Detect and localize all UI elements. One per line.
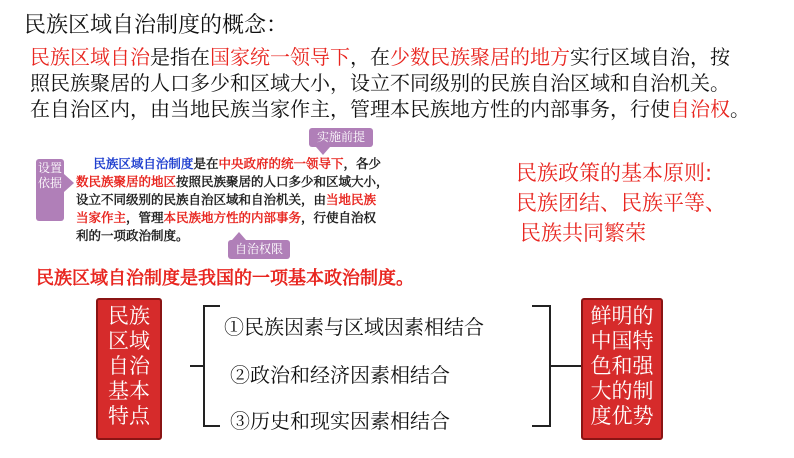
text: ，在 [350,45,390,69]
box-line: 中国特 [590,329,654,353]
text: 按照民族聚居的人口多少和区域大小， [176,174,389,189]
definition-line-1 [30,44,790,70]
advantage-box [581,298,663,440]
box-line: 民族 [108,304,150,328]
tag-authority: 自治权限 [228,240,290,259]
highlight-term: 少数民族聚居的地方 [390,45,570,69]
box-line: 鲜明的 [590,304,654,328]
tag-precondition-arrow [316,147,330,155]
text: 。 [730,97,750,121]
box-line-4 [76,209,470,227]
definition-line-2: 照民族聚居的人口多少和区域大小，设立不同级别的民族自治区域和自治机关。 [30,71,730,95]
box-line: 特点 [108,404,150,428]
policy-heading: 民族政策的基本原则: [516,161,713,185]
text: ，行使自治权 [301,210,377,225]
box-line: 基本 [108,379,150,403]
box-line: 自治 [108,354,150,378]
tag-basis-arrow [64,174,74,192]
text: 当家作主 [76,210,127,225]
text: 数民族聚居的地区 [76,174,177,189]
text: 设立不同级别的民族自治区域和自治机关，由 [76,192,327,207]
text: 本民族地方性的内部事务 [163,210,302,225]
highlight-term: 民族区域自治 [30,45,150,69]
features-label-box [96,298,162,440]
text: ，管理 [126,210,164,225]
text: 中央政府的统一领导下 [218,156,344,171]
text: 在自治区内，由当地民族当家作主，管理本民族地方性的内部事务，行使 [30,97,670,121]
box-line-5: 利的一项政治制度。 [76,228,189,243]
box-line-1 [76,155,470,173]
box-line-3 [76,191,470,209]
tag-precondition: 实施前提 [309,128,373,147]
policy-line: 民族团结、民族平等、 [516,191,726,215]
annotated-definition-box [76,155,470,245]
text: 当地民族 [326,192,377,207]
basic-system-statement: 民族区域自治制度是我国的一项基本政治制度。 [36,268,414,289]
box-line: 度优势 [590,404,654,428]
box-line: 色和强 [590,354,654,378]
right-bracket [528,300,582,440]
policy-line: 民族共同繁荣 [520,221,646,245]
definition-paragraph [30,44,790,122]
feature-item-3: ③历史和现实因素相结合 [230,409,450,433]
tag-basis: 设置依据 [36,159,64,221]
feature-item-1: ①民族因素与区域因素相结合 [224,315,484,339]
page-title: 民族区域自治制度的概念： [24,13,289,38]
policy-principles [516,158,726,248]
box-line-2 [76,173,470,191]
text: 民族区域自治制度 [93,156,194,171]
text: 实行区域自治，按 [570,45,730,69]
text: 是指在 [150,45,210,69]
box-line: 区域 [108,329,150,353]
feature-item-2: ②政治和经济因素相结合 [230,363,450,387]
definition-line-3 [30,96,790,122]
highlight-term: 自治权 [670,97,730,121]
text: ，各少 [343,156,381,171]
highlight-term: 国家统一领导下 [210,45,350,69]
box-line: 大的制 [590,379,654,403]
text: 是在 [193,156,219,171]
